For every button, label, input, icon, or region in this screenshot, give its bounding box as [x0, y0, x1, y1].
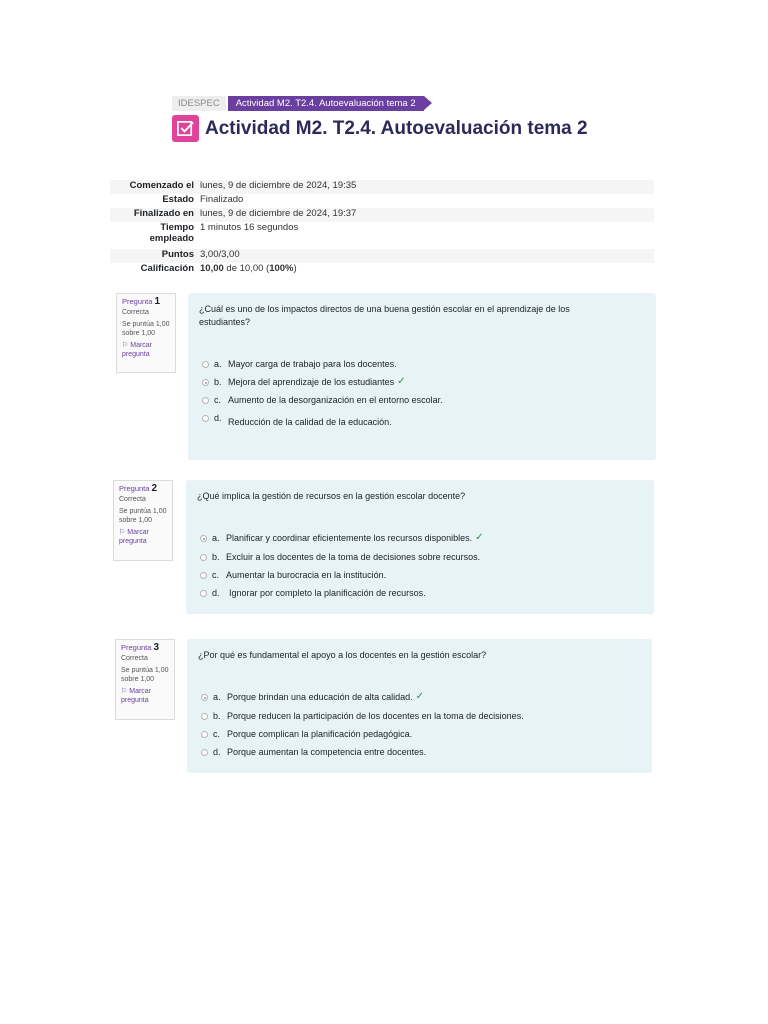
radio-button[interactable]: [200, 590, 207, 597]
answer-option-c[interactable]: [200, 570, 386, 580]
radio-button[interactable]: [201, 731, 208, 738]
option-text: Aumentar la burocracia en la institución.: [226, 570, 387, 580]
page-header: [172, 115, 588, 142]
radio-button[interactable]: [202, 415, 209, 422]
question-score-line-1: Se puntúa 1,00: [121, 667, 169, 674]
question-content-2: [186, 480, 654, 614]
answer-option-d[interactable]: [200, 588, 426, 598]
points-label: Puntos: [161, 249, 194, 260]
flag-icon: ⚐: [121, 688, 128, 695]
answer-option-b[interactable]: [200, 552, 480, 562]
question-label: Pregunta: [121, 643, 152, 652]
question-text: ¿Qué implica la gestión de recursos en la gestión escolar docente?: [197, 491, 466, 501]
option-letter: c.: [213, 729, 221, 739]
flag-label-1: Marcar: [127, 529, 150, 536]
radio-button[interactable]: [200, 554, 207, 561]
breadcrumb-item-current[interactable]: Actividad M2. T2.4. Autoevaluación tema 2: [228, 96, 424, 111]
option-letter: a.: [212, 533, 220, 543]
radio-button[interactable]: [201, 749, 208, 756]
time-label-line-1: Tiempo: [160, 222, 194, 233]
radio-button[interactable]: [200, 572, 207, 579]
radio-button-selected[interactable]: [201, 694, 208, 701]
option-letter: c.: [214, 395, 222, 405]
radio-button-selected[interactable]: [202, 379, 209, 386]
option-text: Porque complican la planificación pedagógica.: [227, 729, 413, 739]
answer-option-d[interactable]: [201, 747, 426, 757]
radio-button[interactable]: [202, 397, 209, 404]
radio-button[interactable]: [201, 713, 208, 720]
grade-percent: 100%: [269, 263, 294, 274]
grade-label: Calificación: [140, 263, 194, 274]
page-title: Actividad M2. T2.4. Autoevaluación tema 2: [205, 117, 588, 139]
option-text: Planificar y coordinar eficientemente los recursos disponibles.: [226, 533, 473, 543]
question-number: [119, 484, 169, 493]
question-text: ¿Por qué es fundamental el apoyo a los docentes en la gestión escolar?: [198, 650, 487, 660]
question-score-line-2: sobre 1,00: [122, 330, 156, 337]
time-value: 1 minutos 16 segundos: [200, 222, 299, 233]
option-text: Reducción de la calidad de la educación.: [228, 417, 392, 427]
checkmark-icon: ✓: [475, 532, 484, 543]
finished-label: Finalizado en: [133, 208, 194, 219]
question-info-2: [113, 480, 173, 561]
answer-option-a[interactable]: [200, 533, 484, 543]
option-letter: a.: [213, 692, 221, 702]
option-text: Porque aumentan la competencia entre docentes.: [227, 747, 427, 757]
question-content-3: [187, 639, 652, 773]
answer-option-b[interactable]: [202, 377, 406, 387]
checkmark-icon: ✓: [397, 376, 406, 387]
option-letter: b.: [212, 552, 220, 562]
grade-close: ): [293, 263, 297, 274]
question-number-value: 1: [154, 296, 161, 307]
answer-option-b[interactable]: [201, 711, 524, 721]
question-number-value: 2: [151, 483, 158, 494]
option-text: Porque reducen la participación de los docentes en la toma de decisiones.: [227, 711, 524, 721]
flag-label-1: Marcar: [130, 342, 153, 349]
flag-label-1: Marcar: [129, 688, 152, 695]
answer-option-a[interactable]: [202, 359, 397, 369]
question-status: Correcta: [122, 309, 149, 316]
option-letter: b.: [214, 377, 222, 387]
question-score-line-1: Se puntúa 1,00: [119, 508, 167, 515]
flag-icon: ⚐: [122, 342, 129, 349]
checkmark-icon: ✓: [415, 691, 425, 702]
question-status: Correcta: [121, 655, 148, 662]
option-text: Aumento de la desorganización en el entorno escolar.: [228, 395, 443, 405]
grade-of: de 10,00 (: [223, 263, 270, 274]
state-label: Estado: [162, 194, 194, 205]
question-label: Pregunta: [122, 297, 153, 306]
answer-option-a[interactable]: [201, 692, 424, 702]
time-label: [110, 222, 200, 249]
grade-value: [200, 263, 654, 277]
flag-icon: ⚐: [119, 529, 126, 536]
question-number: [121, 643, 171, 652]
option-letter: d.: [214, 413, 222, 423]
answer-option-c[interactable]: [202, 395, 443, 405]
started-value: lunes, 9 de diciembre de 2024, 19:35: [200, 180, 357, 191]
started-label: Comenzado el: [129, 180, 194, 191]
flag-question-button[interactable]: [122, 341, 172, 359]
question-info-3: [115, 639, 175, 720]
answer-option-d[interactable]: [202, 413, 392, 427]
breadcrumb: [172, 96, 424, 111]
option-text: Ignorar por completo la planificación de recursos.: [229, 588, 426, 598]
option-letter: c.: [212, 570, 220, 580]
breadcrumb-item-root[interactable]: IDESPEC: [172, 96, 226, 111]
flag-label-2: pregunta: [119, 538, 147, 545]
option-text: Mejora del aprendizaje de los estudiantes: [228, 377, 395, 387]
flag-label-2: pregunta: [122, 351, 150, 358]
option-text: Porque brindan una educación de alta calidad.: [227, 692, 413, 702]
quiz-check-icon: [172, 115, 199, 142]
radio-button-selected[interactable]: [200, 535, 207, 542]
state-value: Finalizado: [200, 194, 244, 205]
points-value: 3,00/3,00: [200, 249, 240, 260]
flag-question-button[interactable]: [121, 687, 171, 705]
grade-score: 10,00: [200, 263, 224, 274]
radio-button[interactable]: [202, 361, 209, 368]
finished-value: lunes, 9 de diciembre de 2024, 19:37: [200, 208, 357, 219]
question-text: ¿Cuál es uno de los impactos directos de una buena gestión escolar en el aprendizaje de los estudiantes?: [199, 304, 570, 327]
option-letter: d.: [213, 747, 221, 757]
option-letter: a.: [214, 359, 222, 369]
answer-option-c[interactable]: [201, 729, 412, 739]
time-label-line-2: empleado: [149, 233, 194, 244]
option-text: Excluir a los docentes de la toma de decisiones sobre recursos.: [226, 552, 481, 562]
question-score-line-1: Se puntúa 1,00: [122, 321, 170, 328]
question-number-value: 3: [153, 642, 160, 653]
attempt-summary-table: [110, 180, 654, 277]
question-number: [122, 297, 172, 306]
flag-label-2: pregunta: [121, 697, 149, 704]
question-status: Correcta: [119, 496, 146, 503]
flag-question-button[interactable]: [119, 528, 169, 546]
question-label: Pregunta: [119, 484, 150, 493]
question-score-line-2: sobre 1,00: [121, 676, 155, 683]
option-letter: b.: [213, 711, 221, 721]
option-text: Mayor carga de trabajo para los docentes.: [228, 359, 397, 369]
question-score-line-2: sobre 1,00: [119, 517, 153, 524]
question-content-1: [188, 293, 656, 460]
question-info-1: [116, 293, 176, 373]
option-letter: d.: [212, 588, 220, 598]
